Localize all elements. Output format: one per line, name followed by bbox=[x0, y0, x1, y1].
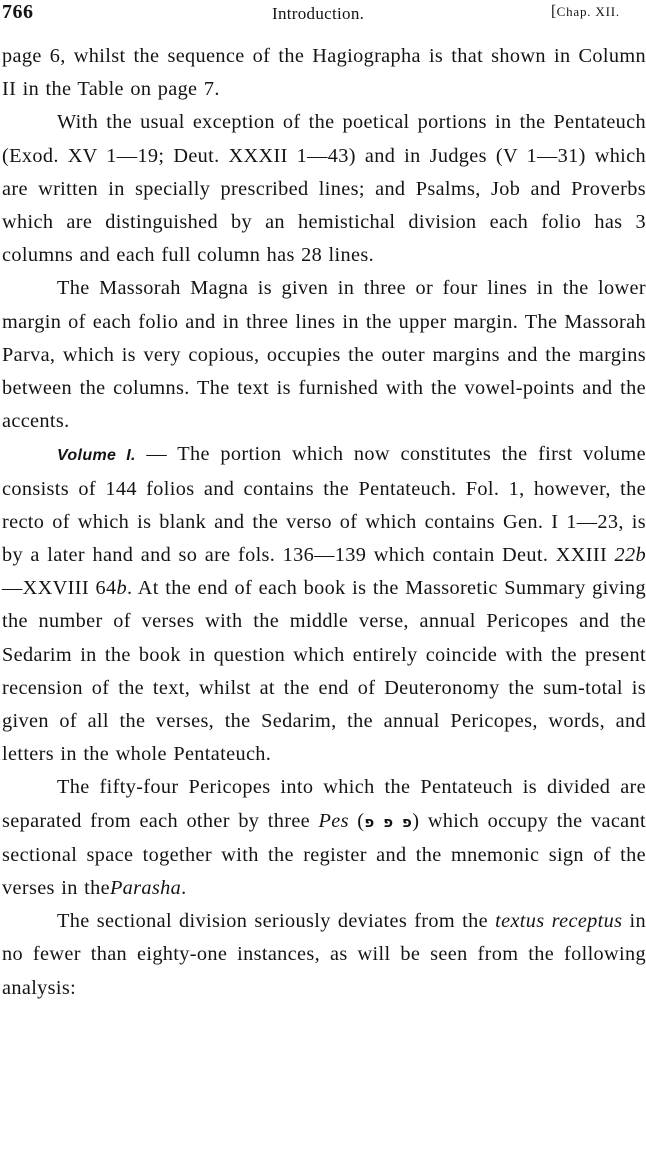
paragraph-massorah bbox=[2, 272, 646, 438]
text-line: Sedarim, the annual Pericopes, words, and letters in the bbox=[2, 710, 646, 766]
page-number: 766 bbox=[2, 1, 34, 23]
volume-heading: Volume I. bbox=[57, 447, 136, 465]
text-line: distinguished by an hemistichal division each folio has bbox=[105, 211, 623, 234]
text-line: present recension of the text, whilst at the end of bbox=[2, 643, 646, 699]
paragraph-hagiographa bbox=[2, 40, 646, 106]
running-title: Introduction. bbox=[272, 4, 365, 23]
text-line: will be seen from the following analysis: bbox=[2, 943, 646, 999]
text-line: which occupy the vacant sectional space together with the bbox=[2, 809, 646, 866]
text-line: At the end of each book is the bbox=[137, 577, 399, 600]
text-line: and in Judges (V 1—31) which are written in specially bbox=[2, 144, 646, 200]
text-line: in the lower margin of each folio and in three lines in bbox=[2, 277, 646, 333]
text-line: register and the mnemonic sign of the verses in the bbox=[2, 843, 646, 900]
text-line: the Pentateuch (Exod. XV 1—19; Deut. XXXII 1—43) bbox=[2, 111, 646, 167]
punctuation: . bbox=[181, 877, 187, 900]
paragraph-pericopes bbox=[2, 771, 646, 905]
chapter-label: Chap. XII. bbox=[556, 4, 620, 19]
text-line: the upper margin. The Massorah Parva, which is very bbox=[2, 310, 646, 366]
text-line: the book in question which entirely coincide with the bbox=[104, 643, 577, 666]
text-line: With the usual exception of the poetical portions in bbox=[57, 111, 512, 134]
paragraph-volume-one bbox=[2, 438, 646, 771]
text-line: — The portion which now constitutes the bbox=[135, 443, 528, 466]
text-line: page 6, whilst the sequence of the Hagiographa is that bbox=[2, 45, 484, 67]
text-line: shown in Column II in the Table on page 7. bbox=[2, 45, 646, 101]
text-fragment: ( bbox=[348, 809, 365, 832]
text-line: in no fewer than eighty-one instances, as bbox=[2, 910, 646, 966]
text-line: The Massorah Magna is given in three or four lines bbox=[57, 277, 528, 300]
verse-reference: —XXVIII 64 bbox=[2, 577, 117, 600]
text-line: The fifty-four Pericopes into which the Pentateuch is bbox=[57, 776, 537, 799]
text-line: Massoretic Summary giving the number of verses with bbox=[2, 577, 646, 633]
text-line: 3 columns and each full column has 28 lines. bbox=[2, 211, 646, 267]
verse-reference: 22 bbox=[614, 544, 636, 567]
text-line: prescribed lines; and Psalms, Job and Proverbs which are bbox=[2, 177, 646, 234]
chapter-reference bbox=[551, 3, 620, 21]
parasha-term: Parasha bbox=[109, 877, 182, 900]
chapter-bracket: [ bbox=[551, 3, 557, 20]
paragraph-poetical-portions bbox=[2, 106, 646, 272]
pes-term: Pes bbox=[318, 809, 349, 832]
text-line: first volume consists of 144 folios and contains the bbox=[2, 443, 646, 500]
text-line: Pentateuch. Fol. 1, however, the recto of which is blank bbox=[2, 477, 646, 533]
punctuation: . bbox=[126, 577, 138, 600]
text-line: between the columns. The text is furnished with the bbox=[2, 377, 457, 400]
text-line: divided are separated from each other by three bbox=[2, 776, 646, 832]
hebrew-pe-glyphs: פ פ פ bbox=[364, 812, 413, 831]
text-line: Deuteronomy the sum-total is given of all the verses, the bbox=[2, 676, 646, 733]
textus-receptus-term: textus receptus bbox=[495, 910, 623, 933]
text-line: whole Pentateuch. bbox=[115, 743, 272, 766]
verse-reference-suffix: b bbox=[116, 577, 127, 600]
running-header bbox=[0, 0, 646, 30]
body-text bbox=[2, 40, 646, 1005]
text-line: The sectional division seriously deviates from the bbox=[57, 910, 488, 933]
paragraph-sectional-division bbox=[2, 905, 646, 1005]
text-line: hand and so are fols. 136—139 which contain Deut. XXIII bbox=[92, 544, 608, 567]
text-line: and the verso of which contains Gen. I 1—23, is by a later bbox=[2, 510, 646, 567]
text-line: copious, occupies the outer margins and the margins bbox=[188, 343, 646, 366]
text-line: vowel-points and the accents. bbox=[2, 377, 646, 433]
verse-reference-suffix: b bbox=[635, 544, 646, 567]
text-line: the middle verse, annual Pericopes and the Sedarim in bbox=[2, 610, 646, 666]
text-fragment: ) bbox=[412, 809, 420, 832]
